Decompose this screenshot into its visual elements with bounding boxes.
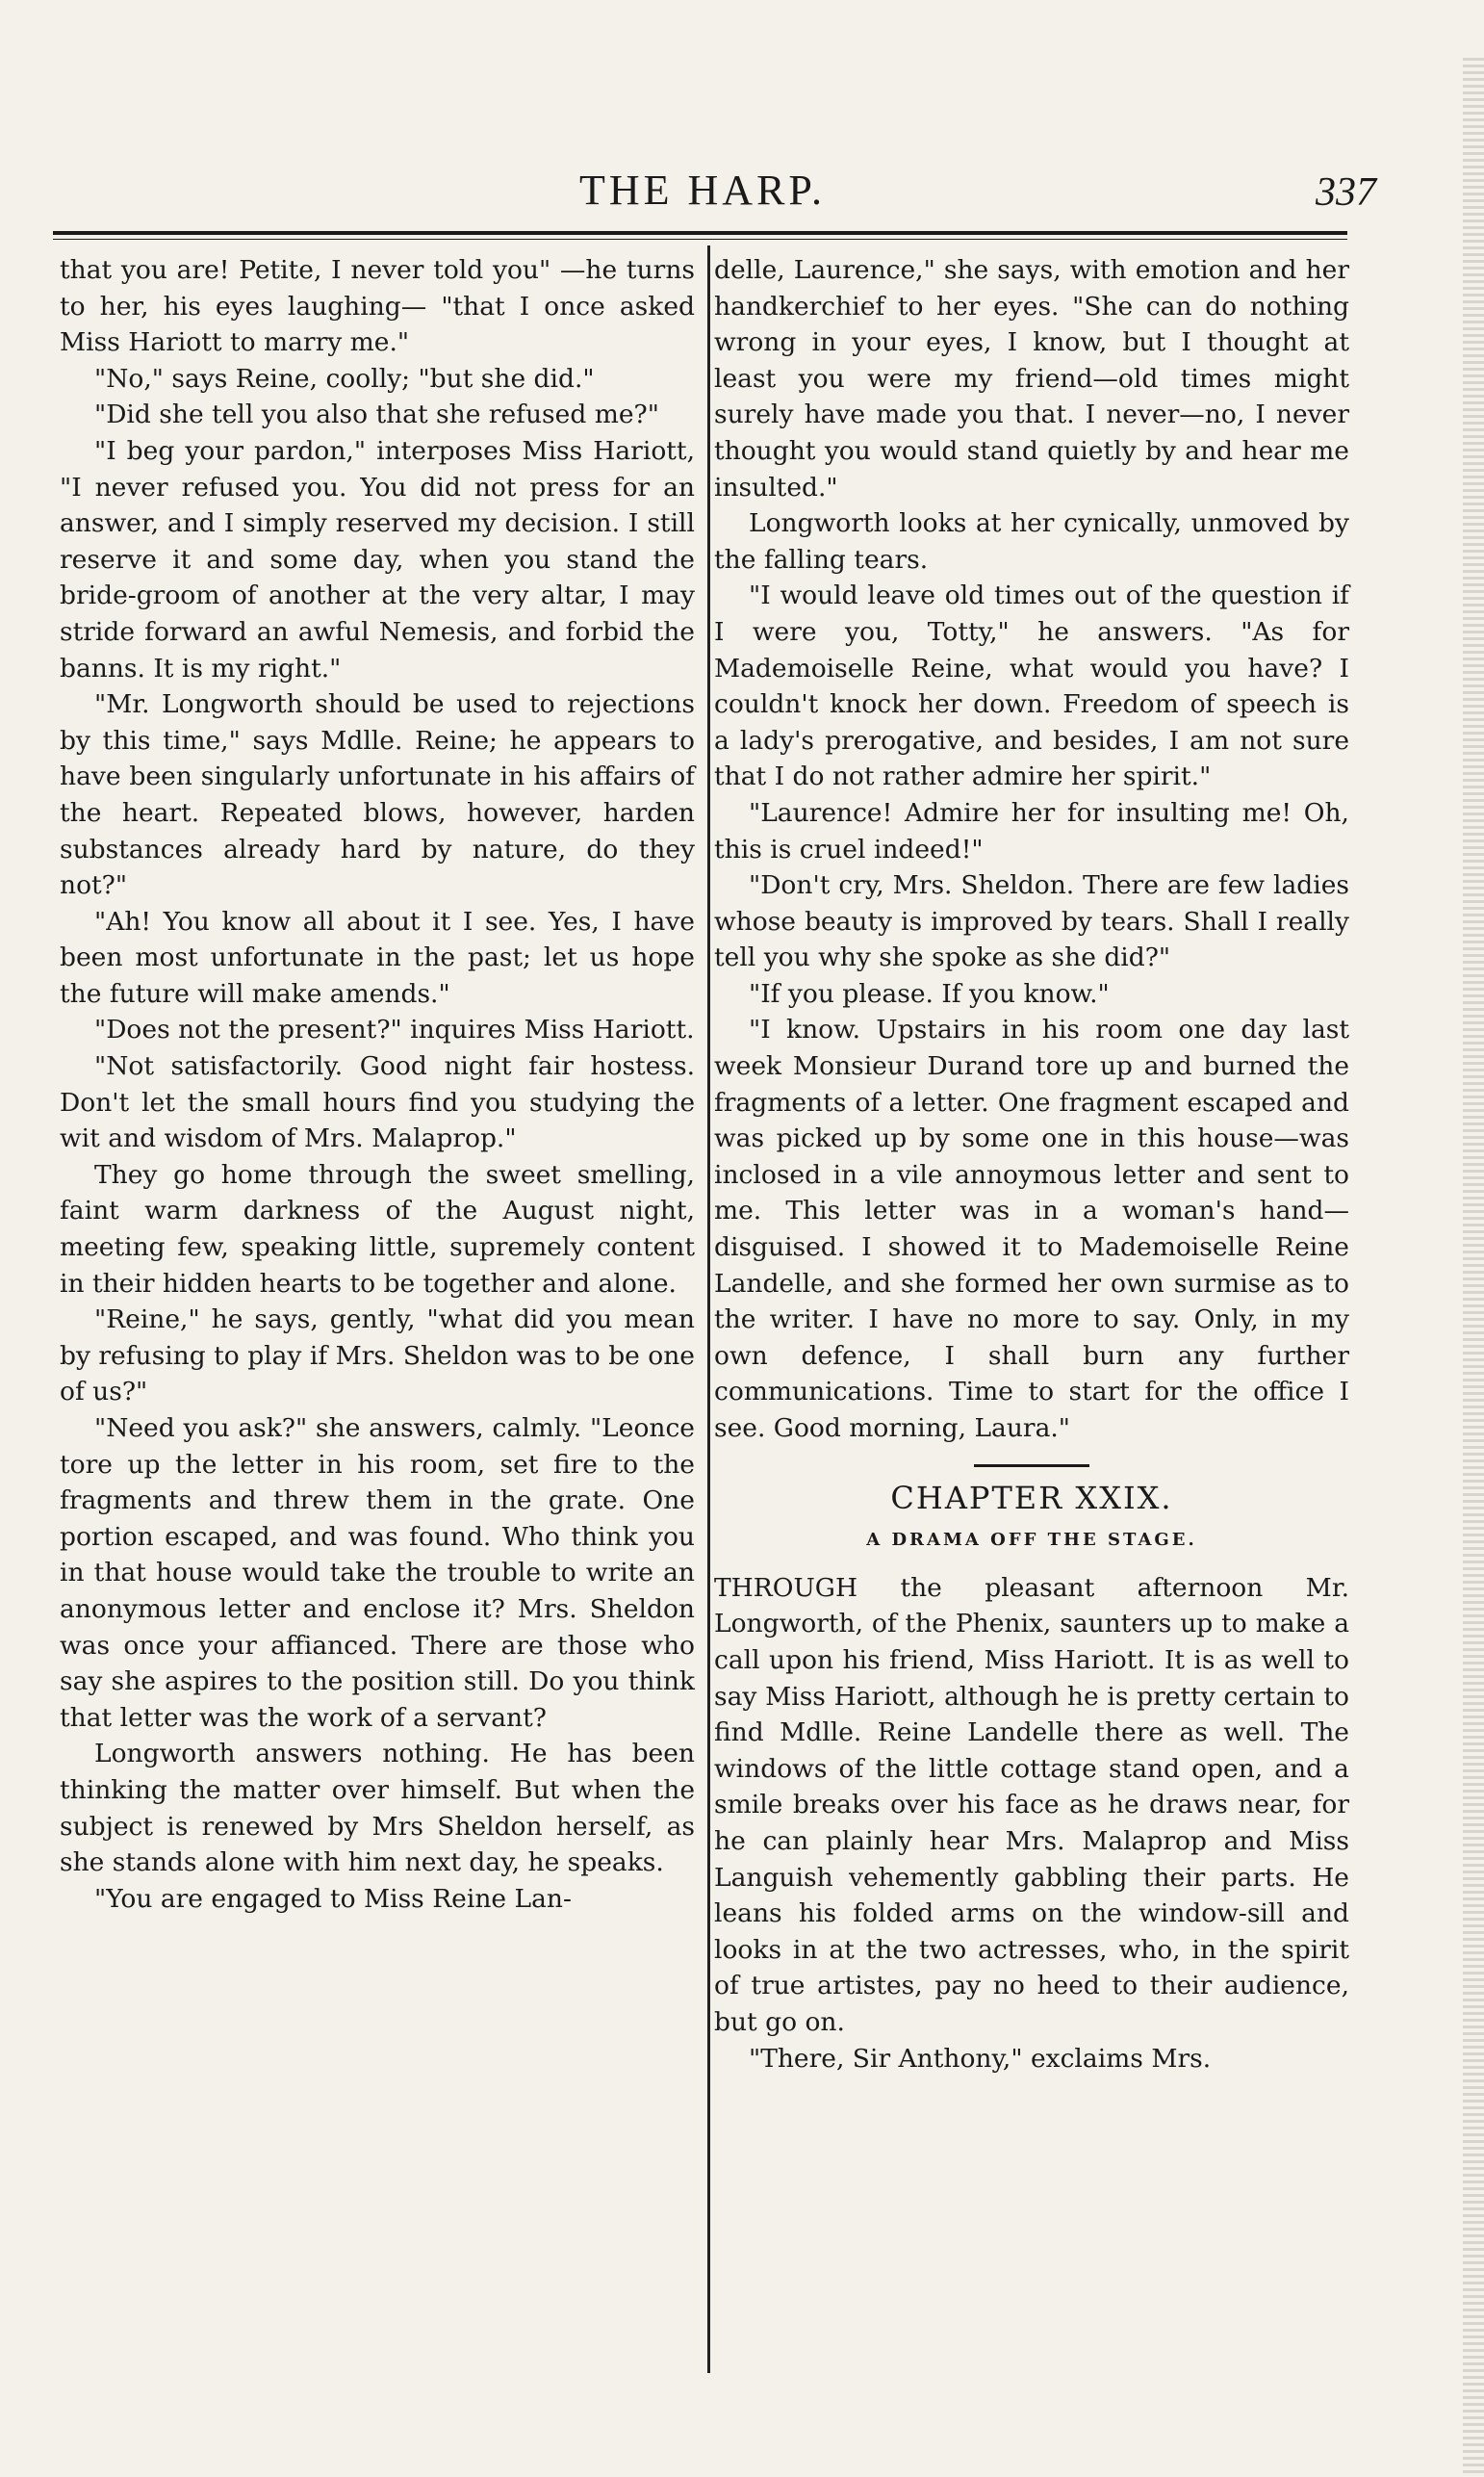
paragraph: "Don't cry, Mrs. Sheldon. There are few ladies whose beauty is improved by tears. Shall I really tell you why she spoke as she did?": [714, 870, 1349, 973]
paragraph: Longworth looks at her cynically, unmoved by the falling tears.: [714, 508, 1349, 575]
right-column: [714, 252, 1349, 2077]
page-number: 337: [1316, 170, 1376, 215]
paragraph: "No," says Reine, coolly; "but she did.": [94, 363, 595, 394]
paragraph: "Mr. Longworth should be used to rejections by this time," says Mdlle. Reine; he appears to have been singularly unfortunate in his affairs of the heart. Repeated blows, however, harden substances already hard by nature, do they not?": [60, 689, 695, 901]
page-edge-shadow: [1463, 58, 1484, 2477]
paragraph: "I beg your pardon," interposes Miss Hariott, "I never refused you. You did not press for an answer, and I simply reserved my decision. I still reserve it and some day, when you stand the bride-groom of another at the very altar, I may stride forward an awful Nemesis, and forbid the banns. It is my right.": [60, 435, 695, 684]
paragraph: THROUGH the pleasant afternoon Mr. Longworth, of the Phenix, saunters up to make a call upon his friend, Miss Hariott. It is as well to say Miss Hariott, although he is pretty certain to find Mdlle. Reine Landelle there as well. The windows of the little cottage stand open, and a smile breaks over his face as he draws near, for he can plainly hear Mrs. Malaprop and Miss Languish vehemently gabbling their parts. He leans his folded arms on the window-sill and looks in at the two actresses, who, in the spirit of true artistes, pay no heed to their audience, but go on.: [714, 1572, 1349, 2037]
paragraph: that you are! Petite, I never told you" —he turns to her, his eyes laughing— "that I once asked Miss Hariott to marry me.": [60, 255, 695, 358]
paragraph: "Ah! You know all about it I see. Yes, I have been most unfortunate in the past; let us hope the future will make amends.": [60, 906, 695, 1009]
paragraph: "Reine," he says, gently, "what did you mean by refusing to play if Mrs. Sheldon was to be one of us?": [60, 1304, 695, 1407]
header-rule: [53, 231, 1347, 235]
paragraph: delle, Laurence," she says, with emotion and her handkerchief to her eyes. "She can do nothing wrong in your eyes, I know, but I thought at least you were my friend—old times might surely have made you that. I never—no, I never thought you would stand quietly by and hear me insulted.": [714, 255, 1349, 503]
publication-title: THE HARP.: [578, 167, 827, 214]
paragraph: "You are engaged to Miss Reine Lan-: [94, 1883, 572, 1914]
paragraph: "I know. Upstairs in his room one day last week Monsieur Durand tore up and burned the fragments of a letter. One fragment escaped and was picked up by some one in this house—was inclosed in a vile annoymous letter and sent to me. This letter was in a woman's hand—disguised. I showed it to Mademoiselle Reine Landelle, and she formed her own surmise as to the writer. I have no more to say. Only, in my own defence, I shall burn any further communications. Time to start for the office I see. Good morning, Laura.": [714, 1015, 1349, 1443]
paragraph: "Need you ask?" she answers, calmly. "Leonce tore up the letter in his room, set fire to the fragments and threw them in the grate. One portion escaped, and was found. Who think you in that house would take the trouble to write an anonymous letter and enclose it? Mrs. Sheldon was once your affianced. There are those who say she aspires to the position still. Do you think that letter was the work of a servant?: [60, 1413, 695, 1733]
column-divider: [707, 245, 710, 2373]
left-column: [60, 252, 695, 1917]
chapter-rule: [974, 1464, 1089, 1467]
chapter-subtitle: A DRAMA OFF THE STAGE.: [866, 1530, 1197, 1551]
paragraph: They go home through the sweet smelling, faint warm darkness of the August night, meeting few, speaking little, supremely content in their hidden hearts to be together and alone.: [60, 1159, 695, 1299]
paragraph: "Not satisfactorily. Good night fair hostess. Don't let the small hours find you studying the wit and wisdom of Mrs. Malaprop.": [60, 1051, 695, 1154]
paragraph: "Did she tell you also that she refused me?": [94, 400, 659, 430]
paragraph: "There, Sir Anthony," exclaims Mrs.: [749, 2043, 1212, 2074]
paragraph: "Laurence! Admire her for insulting me! Oh, this is cruel indeed!": [714, 797, 1349, 864]
paragraph: "I would leave old times out of the question if I were you, Totty," he answers. "As for Mademoiselle Reine, what would you have? I couldn't knock her down. Freedom of speech is a lady's prerogative, and besides, I am not sure that I do not rather admire her spirit.": [714, 581, 1349, 792]
page-header: [58, 162, 1376, 229]
chapter-title: CHAPTER XXIX.: [890, 1479, 1173, 1516]
paragraph: "If you please. If you know.": [749, 978, 1110, 1009]
header-rule-thin: [53, 239, 1347, 240]
paragraph: Longworth answers nothing. He has been thinking the matter over himself. But when the subject is renewed by Mrs Sheldon herself, as she stands alone with him next day, he speaks.: [60, 1739, 695, 1878]
paragraph: "Does not the present?" inquires Miss Hariott.: [94, 1015, 695, 1045]
